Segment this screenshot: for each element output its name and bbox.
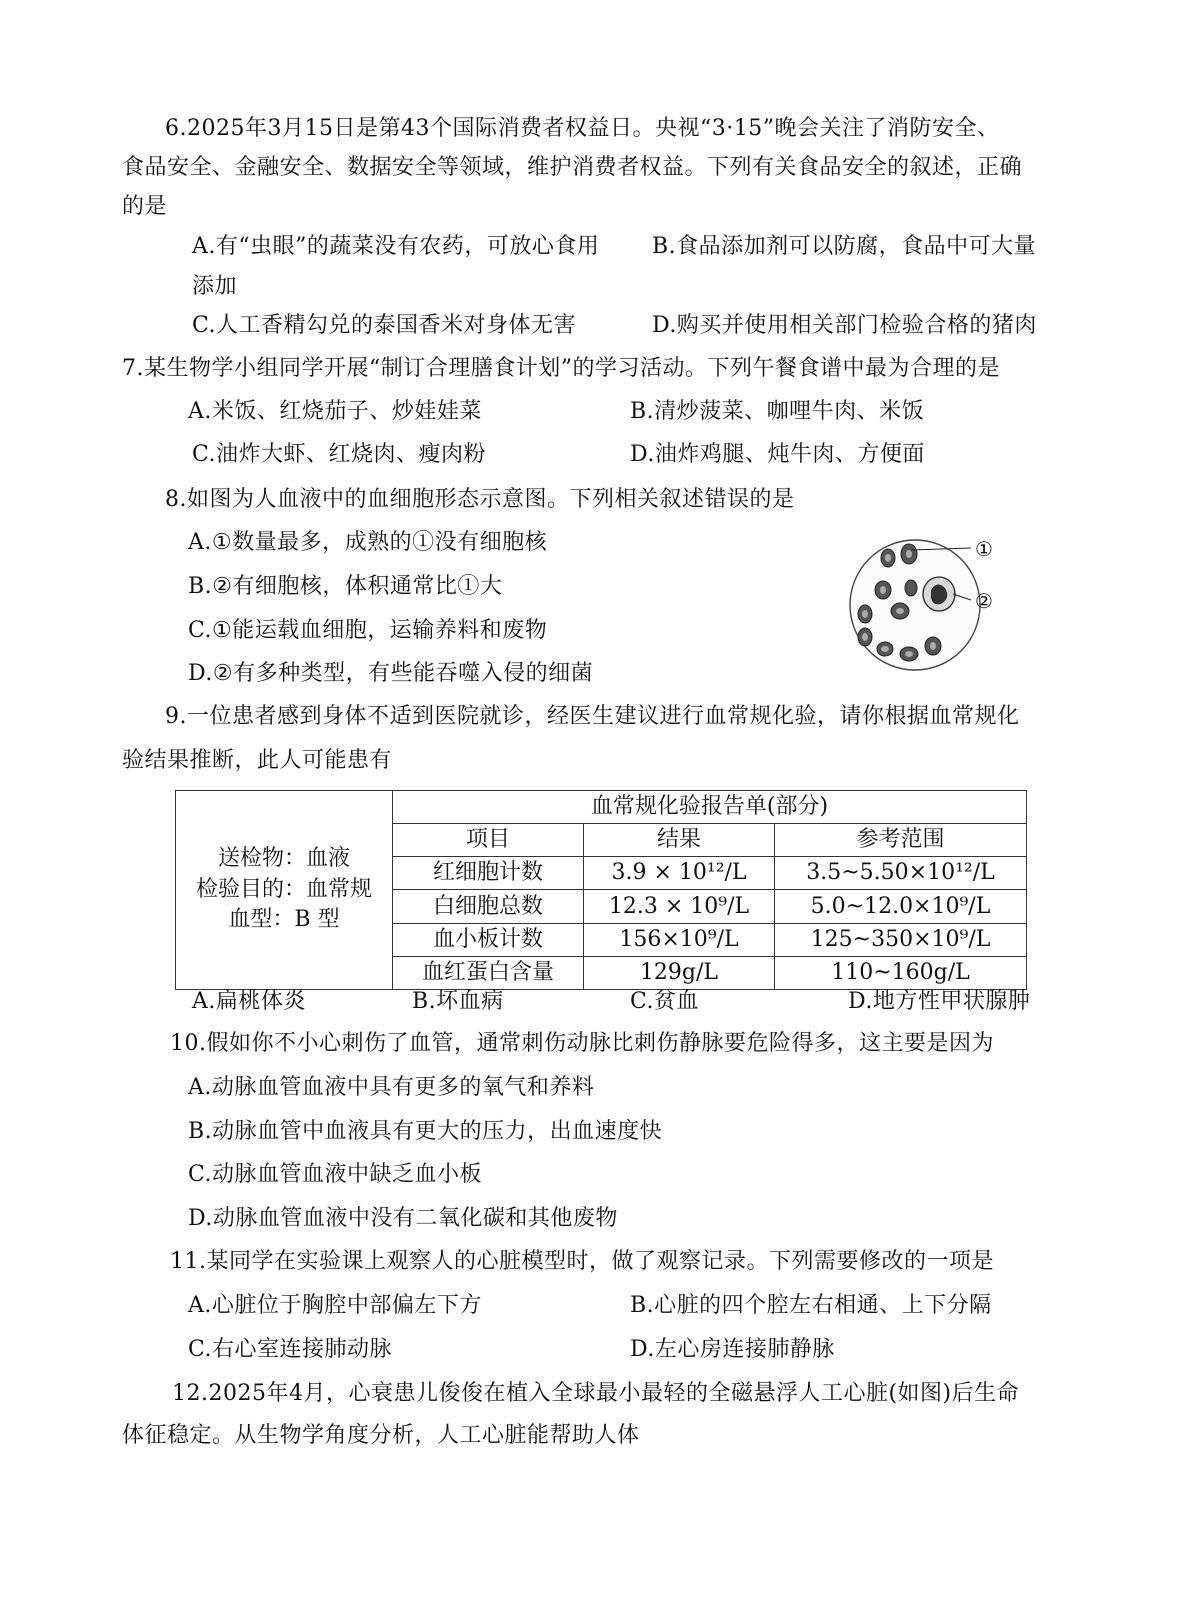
blood-report-table (175, 790, 1027, 990)
q10-stem: 10.假如你不小心刺伤了血管，通常刺伤动脉比刺伤静脉要危险得多，这主要是因为 (170, 1031, 994, 1056)
q6-option-d: D.购买并使用相关部门检验合格的猪肉 (652, 313, 1037, 338)
q10-option-b: B.动脉血管中血液具有更大的压力，出血速度快 (188, 1119, 663, 1144)
q8-option-b: B.②有细胞核，体积通常比①大 (188, 574, 503, 599)
q6-stem-line3: 的是 (122, 194, 168, 219)
cell-result: 12.3 × 10⁹/L (584, 890, 775, 923)
cell-item: 血红蛋白含量 (393, 956, 584, 989)
cell-result: 129g/L (584, 956, 775, 989)
cell-range: 110~160g/L (775, 956, 1027, 989)
q6-option-a: A.有“虫眼”的蔬菜没有农药，可放心食用 (192, 234, 600, 259)
header-item: 项目 (393, 824, 584, 857)
q9-option-b: B.坏血病 (412, 989, 504, 1014)
q11-option-c: C.右心室连接肺动脉 (188, 1337, 393, 1362)
q11-option-b: B.心脏的四个腔左右相通、上下分隔 (630, 1293, 992, 1318)
q8-stem: 8.如图为人血液中的血细胞形态示意图。下列相关叙述错误的是 (165, 487, 795, 512)
table-title: 血常规化验报告单(部分) (393, 791, 1027, 824)
label-2: ② (975, 589, 993, 613)
q6-stem-line1: 6.2025年3月15日是第43个国际消费者权益日。央视“3·15”晚会关注了消防安全、 (165, 116, 1000, 141)
q8-option-c: C.①能运载血细胞，运输养料和废物 (188, 618, 548, 643)
cell-range: 125~350×10⁹/L (775, 923, 1027, 956)
q6-option-b-part2: 添加 (192, 274, 238, 299)
cell-result: 3.9 × 10¹²/L (584, 857, 775, 890)
q9-option-d: D.地方性甲状腺肿 (848, 989, 1031, 1014)
q7-option-a: A.米饭、红烧茄子、炒娃娃菜 (188, 399, 482, 424)
q11-option-d: D.左心房连接肺静脉 (630, 1337, 835, 1362)
q11-option-a: A.心脏位于胸腔中部偏左下方 (188, 1293, 482, 1318)
q11-stem: 11.某同学在实验课上观察人的心脏模型时，做了观察记录。下列需要修改的一项是 (170, 1249, 994, 1274)
q10-option-c: C.动脉血管血液中缺乏血小板 (188, 1162, 483, 1187)
q9-option-a: A.扁桃体炎 (192, 989, 306, 1014)
q7-option-b: B.清炒菠菜、咖哩牛肉、米饭 (630, 399, 925, 424)
q8-option-d: D.②有多种类型，有些能吞噬入侵的细菌 (188, 661, 594, 686)
label-1: ① (975, 537, 993, 561)
q8-option-a: A.①数量最多，成熟的①没有细胞核 (188, 530, 548, 555)
q9-stem-line2: 验结果推断，此人可能患有 (122, 748, 393, 773)
q7-stem: 7.某生物学小组同学开展“制订合理膳食计划”的学习活动。下列午餐食谱中最为合理的是 (122, 356, 1000, 381)
sample-info-cell (176, 791, 393, 990)
sample-info-line: 送检物：血液 (217, 845, 350, 871)
q6-option-b-part1: B.食品添加剂可以防腐，食品中可大量 (652, 234, 1037, 259)
cell-item: 红细胞计数 (393, 857, 584, 890)
q12-stem-line1: 12.2025年4月，心衰患儿俊俊在植入全球最小最轻的全磁悬浮人工心脏(如图)后生命 (172, 1381, 1020, 1406)
sample-info-line: 血型：B 型 (228, 907, 340, 933)
cell-range: 3.5~5.50×10¹²/L (775, 857, 1027, 890)
q9-stem-line1: 9.一位患者感到身体不适到医院就诊，经医生建议进行血常规化验，请你根据血常规化 (165, 704, 1020, 729)
q6-stem-line2: 食品安全、金融安全、数据安全等领域，维护消费者权益。下列有关食品安全的叙述，正确 (122, 155, 1023, 180)
white-blood-cell (923, 577, 955, 611)
q7-option-d: D.油炸鸡腿、炖牛肉、方便面 (630, 442, 925, 467)
cell-range: 5.0~12.0×10⁹/L (775, 890, 1027, 923)
q9-option-c: C.贫血 (630, 989, 700, 1014)
q10-option-d: D.动脉血管血液中没有二氧化碳和其他废物 (188, 1206, 618, 1231)
q12-stem-line2: 体征稳定。从生物学角度分析，人工心脏能帮助人体 (122, 1423, 640, 1448)
q7-option-c: C.油炸大虾、红烧肉、瘦肉粉 (192, 442, 487, 467)
header-result: 结果 (584, 824, 775, 857)
blood-cell-diagram (845, 532, 1025, 677)
q6-option-c: C.人工香精勾兑的泰国香米对身体无害 (192, 313, 577, 338)
cell-item: 血小板计数 (393, 923, 584, 956)
header-range: 参考范围 (775, 824, 1027, 857)
q10-option-a: A.动脉血管血液中具有更多的氧气和养料 (188, 1075, 595, 1100)
sample-info-line: 检验目的：血常规 (195, 876, 372, 902)
cell-item: 白细胞总数 (393, 890, 584, 923)
cell-result: 156×10⁹/L (584, 923, 775, 956)
red-blood-cell (905, 580, 917, 596)
